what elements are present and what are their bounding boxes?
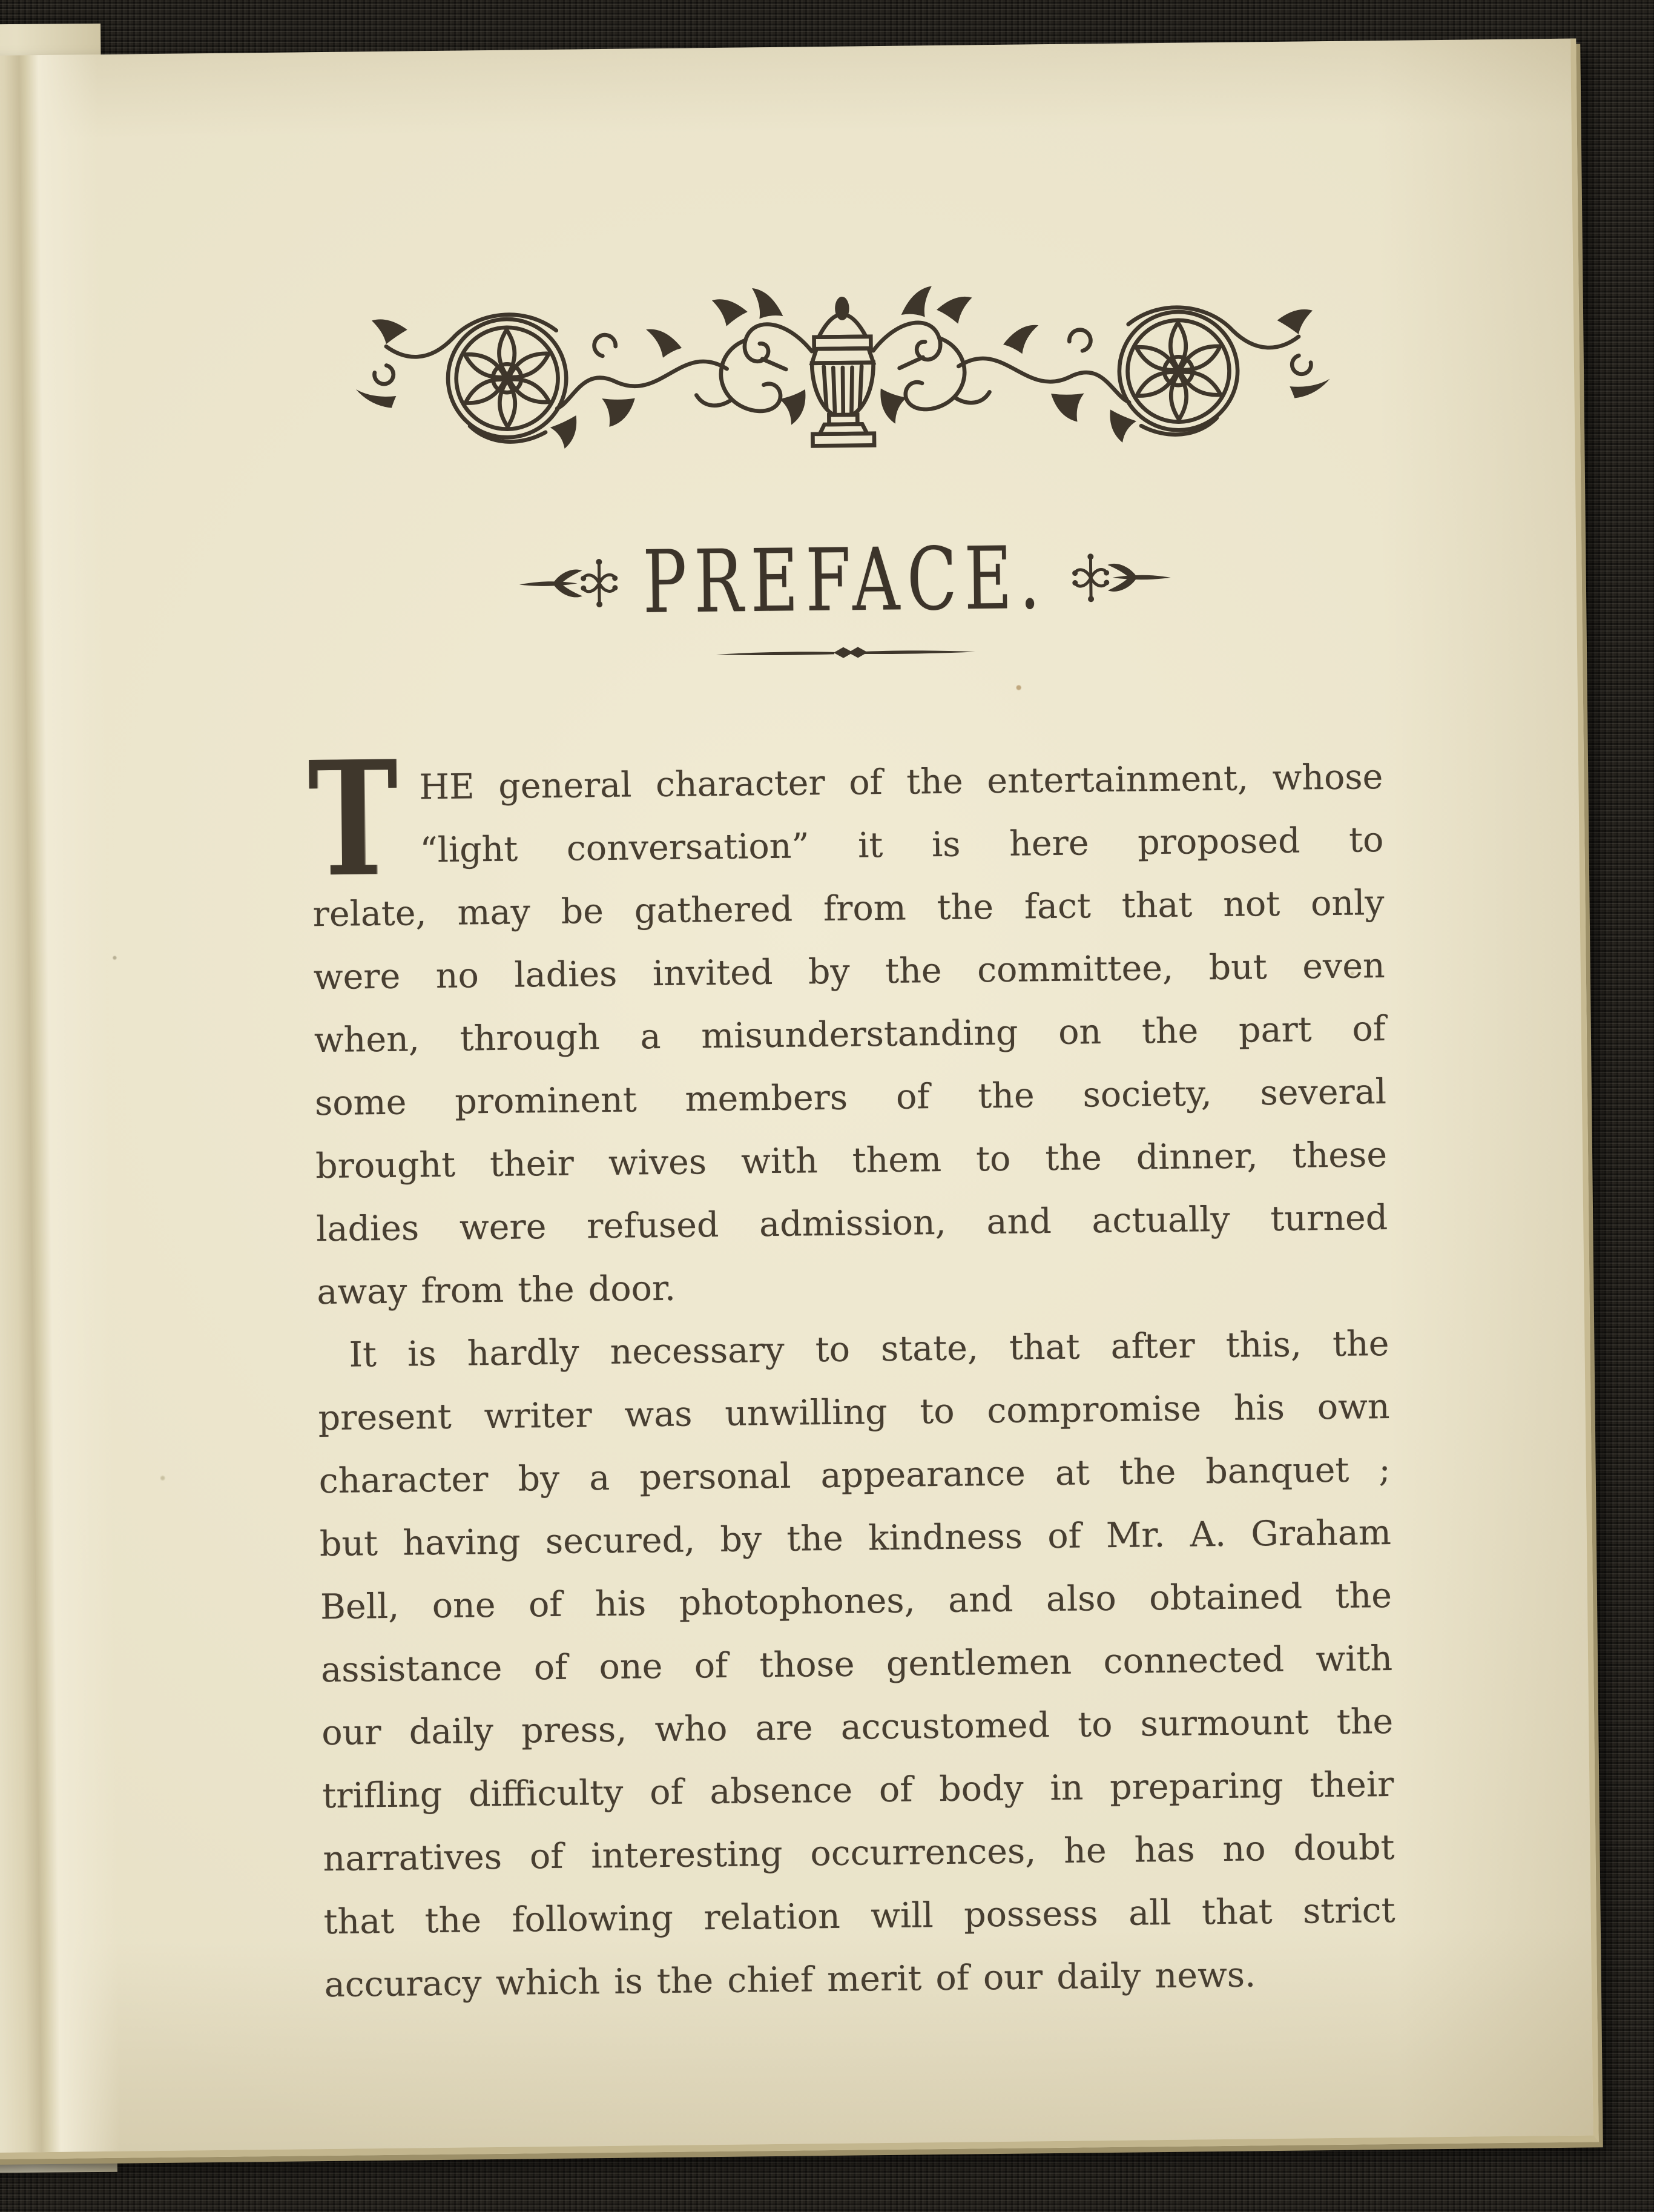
paragraph-2	[317, 1312, 1396, 2016]
text-line: It is hardly necessary to state, that after this, the	[349, 1324, 1389, 1375]
divider-rule-icon	[715, 643, 977, 662]
text-line: “light conversation” it is here proposed to	[420, 820, 1384, 871]
text-line: narratives of interesting occurrences, he has no doubt	[323, 1827, 1395, 1880]
text-line: HE general character of the entertainment, whose	[419, 757, 1383, 808]
text-line: ladies were refused admission, and actually turned	[315, 1198, 1388, 1250]
book-page	[0, 39, 1599, 2160]
text-line: but having secured, by the kindness of Mr. A. Graham	[319, 1512, 1392, 1565]
page-content	[303, 41, 1396, 2016]
preface-text	[307, 727, 1396, 2016]
page-title: PREFACE.	[642, 528, 1048, 633]
text-line: away from the door.	[317, 1268, 676, 1313]
title-right-flourish-icon	[1067, 549, 1172, 606]
text-line: trifling difficulty of absence of body in preparing their	[322, 1764, 1394, 1817]
title-left-flourish-icon	[518, 555, 622, 612]
text-line: some prominent members of the society, several	[314, 1072, 1387, 1124]
text-line: our daily press, who are accustomed to surmount the	[321, 1701, 1394, 1754]
text-line: Bell, one of his photophones, and also obtained the	[320, 1575, 1392, 1628]
drop-cap-letter: T	[307, 727, 399, 913]
text-line: accuracy which is the chief merit of our daily news.	[324, 1955, 1256, 2006]
text-line: present writer was unwilling to compromise his own	[318, 1386, 1390, 1439]
title-row	[309, 526, 1382, 635]
text-line: character by a personal appearance at the banquet ;	[318, 1449, 1391, 1502]
text-line: were no ladies invited by the committee, but even	[313, 946, 1386, 998]
paragraph-1	[307, 727, 1389, 1324]
drop-cap	[307, 727, 412, 913]
text-line: assistance of one of those gentlemen connected with	[320, 1638, 1393, 1691]
text-line: that the following relation will possess all that strict	[323, 1890, 1395, 1943]
text-line: relate, may be gathered from the fact that not only	[312, 883, 1385, 935]
text-line: when, through a misunderstanding on the part of	[314, 1009, 1386, 1061]
headpiece-ornament-icon	[345, 270, 1340, 482]
text-line: brought their wives with them to the dinner, these	[315, 1135, 1388, 1187]
gutter-crease	[0, 54, 127, 2153]
